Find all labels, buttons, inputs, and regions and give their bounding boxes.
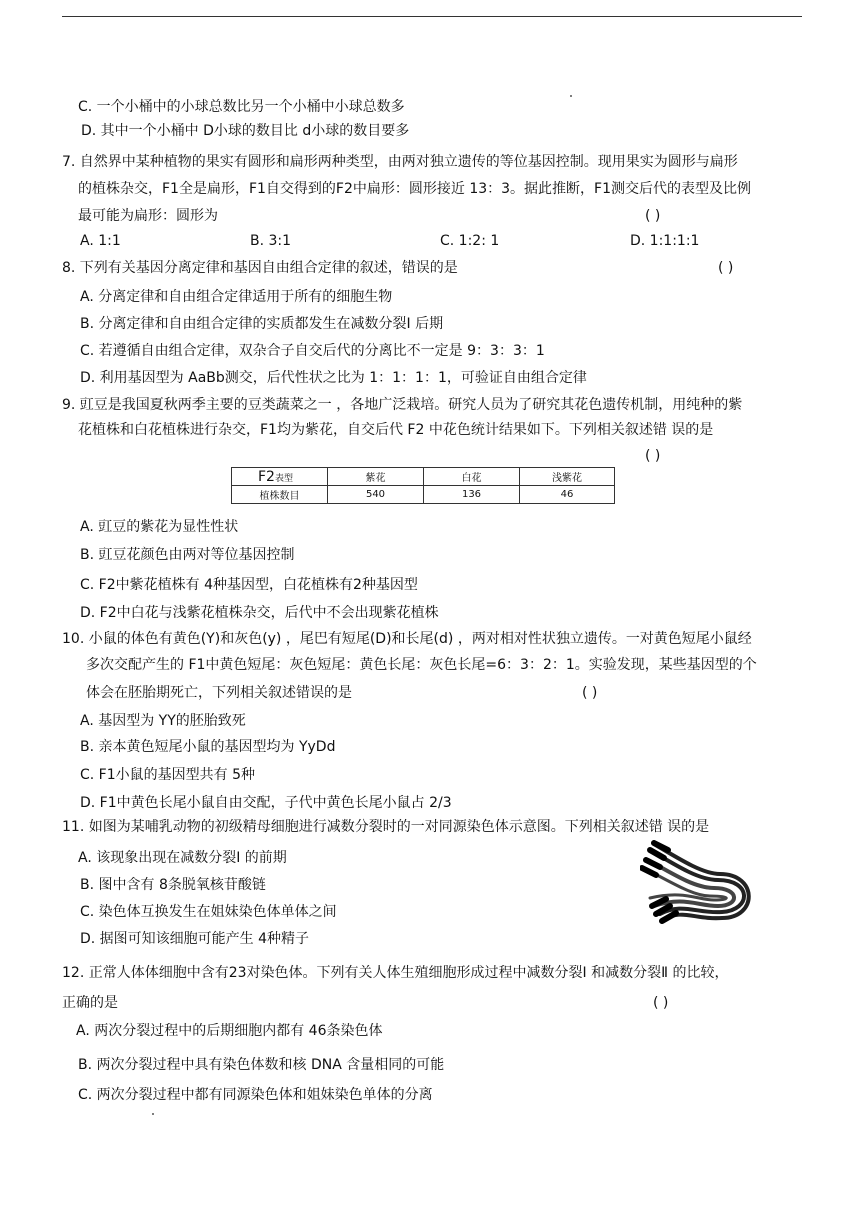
table-row-label: 植株数目 xyxy=(232,486,328,504)
q6-option-d: D. 其中一个小桶中 D小球的数目比 d小球的数目要多 xyxy=(81,123,410,139)
q10-option-a: A. 基因型为 YY的胚胎致死 xyxy=(80,713,246,729)
q11-stem: 11. 如图为某哺乳动物的初级精母细胞进行减数分裂时的一对同源染色体示意图。下列相关叙述错 误的是 xyxy=(62,819,710,835)
q12-answer-blank: ( ) xyxy=(653,995,669,1011)
q8-option-c: C. 若遵循自由组合定律，双杂合子自交后代的分离比不一定是 9：3：3：1 xyxy=(80,343,545,359)
table-header-white: 白花 xyxy=(424,468,520,486)
q12-option-b: B. 两次分裂过程中具有染色体数和核 DNA 含量相同的可能 xyxy=(78,1057,445,1073)
q9-answer-blank: ( ) xyxy=(645,448,661,464)
table-cell: 540 xyxy=(328,486,424,504)
table-header-light-purple: 浅紫花 xyxy=(520,468,615,486)
q10-stem-line2: 多次交配产生的 F1中黄色短尾：灰色短尾：黄色长尾：灰色长尾=6：3：2：1。实验发现，某些基因型的个 xyxy=(86,657,757,673)
q7-option-a: A. 1:1 xyxy=(80,233,121,249)
q7-option-d: D. 1:1:1:1 xyxy=(630,233,700,249)
q7-stem-line3: 最可能为扁形：圆形为 xyxy=(78,208,218,224)
q10-option-d: D. F1中黄色长尾小鼠自由交配，子代中黄色长尾小鼠占 2/3 xyxy=(80,795,452,811)
q9-stem-line2: 花植株和白花植株进行杂交，F1均为紫花，自交后代 F2 中花色统计结果如下。下列相关叙述错 误的是 xyxy=(78,422,714,438)
q12-option-c: C. 两次分裂过程中都有同源染色体和姐妹染色单体的分离 xyxy=(78,1087,433,1103)
q10-answer-blank: ( ) xyxy=(582,685,598,701)
q9-option-c: C. F2中紫花植株有 4种基因型，白花植株有2种基因型 xyxy=(80,577,418,593)
q10-stem-line1: 10. 小鼠的体色有黄色(Y)和灰色(y) ，尾巴有短尾(D)和长尾(d) ，两对相对性状独立遗传。一对黄色短尾小鼠经 xyxy=(62,631,752,647)
q8-option-b: B. 分离定律和自由组合定律的实质都发生在减数分裂Ⅰ 后期 xyxy=(80,316,444,332)
q12-stem-line2: 正确的是 xyxy=(62,995,118,1011)
speck xyxy=(152,1113,154,1115)
q9-option-b: B. 豇豆花颜色由两对等位基因控制 xyxy=(80,547,295,563)
q8-option-a: A. 分离定律和自由组合定律适用于所有的细胞生物 xyxy=(80,289,393,305)
q7-option-c: C. 1:2: 1 xyxy=(440,233,500,249)
q10-option-c: C. F1小鼠的基因型共有 5种 xyxy=(80,767,255,783)
q8-stem: 8. 下列有关基因分离定律和基因自由组合定律的叙述，错误的是 xyxy=(62,260,458,276)
table-cell: 136 xyxy=(424,486,520,504)
top-rule xyxy=(62,16,802,17)
q11-option-d: D. 据图可知该细胞可能产生 4种精子 xyxy=(80,931,310,947)
q10-stem-line3: 体会在胚胎期死亡，下列相关叙述错误的是 xyxy=(86,685,352,701)
table-cell: 46 xyxy=(520,486,615,504)
table-header-purple: 紫花 xyxy=(328,468,424,486)
q11-option-c: C. 染色体互换发生在姐妹染色体单体之间 xyxy=(80,904,337,920)
q8-option-d: D. 利用基因型为 AaBb测交，后代性状之比为 1：1：1：1，可验证自由组合定律 xyxy=(80,370,587,386)
homologous-chromosome-figure xyxy=(640,840,758,924)
q10-option-b: B. 亲本黄色短尾小鼠的基因型均为 YyDd xyxy=(80,739,336,755)
table-header-phenotype: F2表型 xyxy=(232,468,328,486)
q12-stem-line1: 12. 正常人体体细胞中含有23对染色体。下列有关人体生殖细胞形成过程中减数分裂Ⅰ 和减数分裂Ⅱ 的比较， xyxy=(62,965,729,981)
q6-option-c: C. 一个小桶中的小球总数比另一个小桶中小球总数多 xyxy=(78,99,405,115)
q12-option-a: A. 两次分裂过程中的后期细胞内都有 46条染色体 xyxy=(76,1023,383,1039)
f2-results-table xyxy=(231,467,615,504)
q11-option-a: A. 该现象出现在减数分裂Ⅰ 的前期 xyxy=(78,850,287,866)
q9-stem-line1: 9. 豇豆是我国夏秋两季主要的豆类蔬菜之一 ，各地广泛栽培。研究人员为了研究其花色遗传机制，用纯种的紫 xyxy=(62,397,743,413)
q7-stem-line2: 的植株杂交，F1全是扁形，F1自交得到的F2中扁形：圆形接近 13：3。据此推断，F1测交后代的表型及比例 xyxy=(78,181,752,197)
q7-answer-blank: ( ) xyxy=(645,208,661,224)
q8-answer-blank: ( ) xyxy=(718,260,734,276)
q9-option-a: A. 豇豆的紫花为显性性状 xyxy=(80,519,239,535)
q7-stem-line1: 7. 自然界中某种植物的果实有圆形和扁形两种类型，由两对独立遗传的等位基因控制。现用果实为圆形与扁形 xyxy=(62,154,738,170)
q11-option-b: B. 图中含有 8条脱氧核苷酸链 xyxy=(80,877,266,893)
speck xyxy=(570,95,572,97)
q9-option-d: D. F2中白花与浅紫花植株杂交，后代中不会出现紫花植株 xyxy=(80,605,439,621)
q7-option-b: B. 3:1 xyxy=(250,233,292,249)
